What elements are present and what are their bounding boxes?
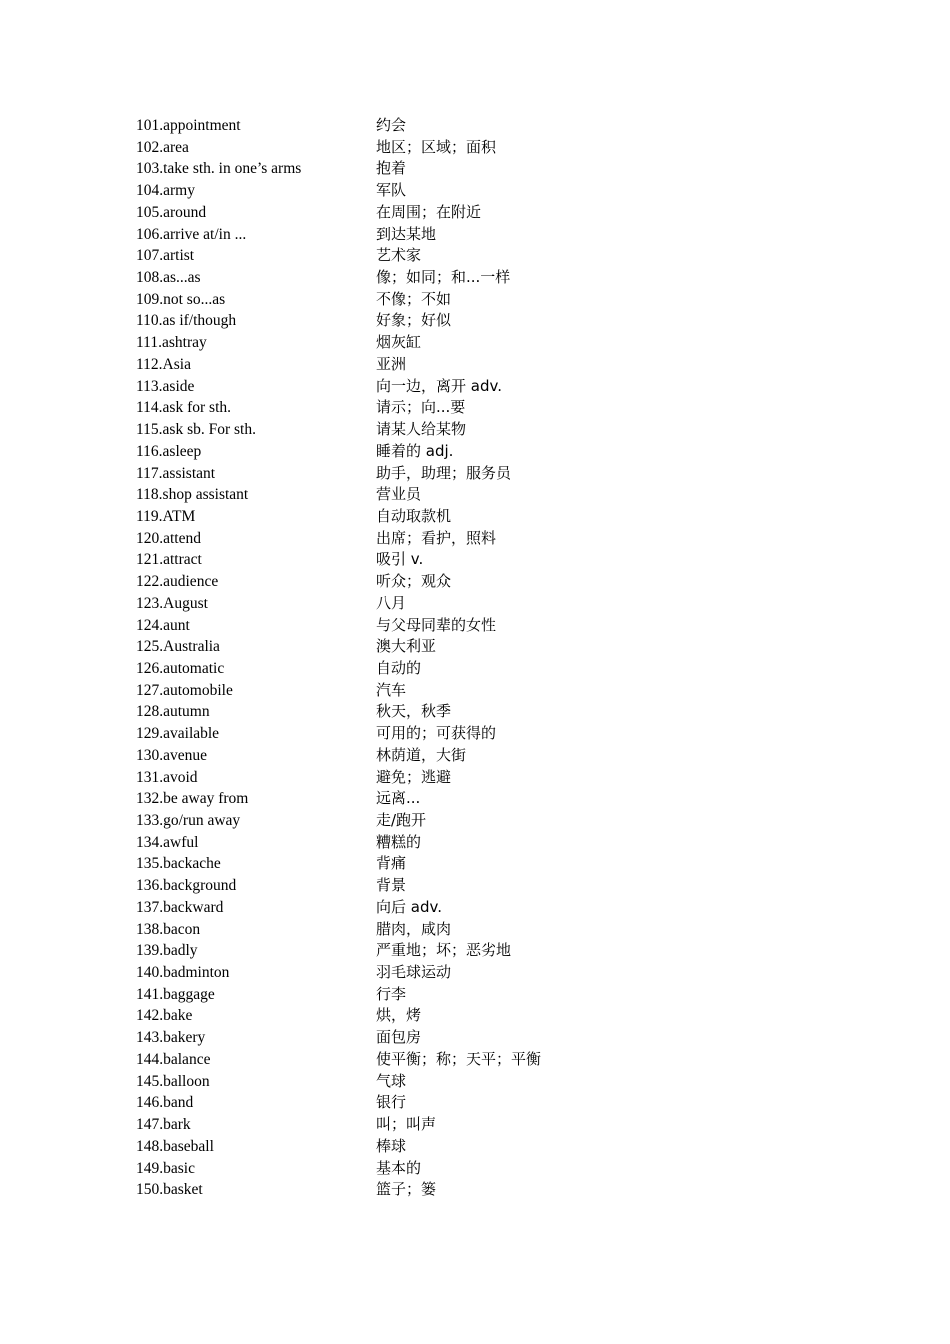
vocab-entry <box>136 897 836 919</box>
vocab-meaning: 向一边，离开 adv. <box>376 376 502 395</box>
vocab-term: 105.around <box>136 203 207 221</box>
vocab-meaning: 像；如同；和...一样 <box>376 268 511 287</box>
vocab-entry <box>136 767 836 789</box>
vocab-term: 134.awful <box>136 833 199 851</box>
vocab-entry <box>136 875 836 897</box>
vocab-term: 107.artist <box>136 247 195 265</box>
vocab-meaning: 军队 <box>376 181 407 200</box>
vocab-meaning: 听众；观众 <box>376 572 452 591</box>
vocab-term: 131.avoid <box>136 768 198 786</box>
vocab-entry <box>136 397 836 419</box>
vocab-term: 123.August <box>136 594 208 612</box>
vocab-entry <box>136 723 836 745</box>
vocab-meaning: 烟灰缸 <box>376 333 422 352</box>
vocab-meaning: 自动的 <box>376 658 422 677</box>
vocab-term: 128.autumn <box>136 703 210 721</box>
vocab-meaning: 请示；向...要 <box>376 398 466 417</box>
vocab-term: 140.badminton <box>136 964 230 982</box>
vocab-entry <box>136 115 836 137</box>
vocab-meaning: 避免；逃避 <box>376 767 452 786</box>
vocab-term: 136.background <box>136 877 237 895</box>
vocab-meaning: 气球 <box>376 1071 407 1090</box>
vocab-entry <box>136 484 836 506</box>
vocabulary-list <box>136 115 836 1201</box>
vocab-entry <box>136 1005 836 1027</box>
vocab-meaning: 睡着的 adj. <box>376 441 454 460</box>
vocab-entry <box>136 571 836 593</box>
vocab-term: 141.baggage <box>136 985 215 1003</box>
vocab-entry <box>136 593 836 615</box>
vocab-term: 102.area <box>136 138 189 156</box>
vocab-meaning: 约会 <box>376 116 407 134</box>
vocab-meaning: 出席；看护，照料 <box>376 528 497 547</box>
vocab-entry <box>136 984 836 1006</box>
vocab-entry <box>136 658 836 680</box>
vocab-meaning: 自动取款机 <box>376 506 452 525</box>
vocab-meaning: 到达某地 <box>376 224 437 243</box>
vocab-meaning: 远离... <box>376 789 421 808</box>
vocab-entry <box>136 267 836 289</box>
vocab-term: 144.balance <box>136 1050 211 1068</box>
vocab-term: 111.ashtray <box>136 334 207 352</box>
vocab-meaning: 林荫道，大街 <box>376 745 467 764</box>
vocab-term: 127.automobile <box>136 681 233 699</box>
vocab-term: 108.as...as <box>136 269 201 287</box>
vocab-entry <box>136 810 836 832</box>
vocab-term: 117.assistant <box>136 464 216 482</box>
vocab-meaning: 严重地；坏；恶劣地 <box>376 941 512 960</box>
vocab-term: 114.ask for sth. <box>136 399 231 417</box>
vocab-term: 121.attract <box>136 551 202 569</box>
vocab-entry <box>136 680 836 702</box>
vocab-meaning: 营业员 <box>376 485 422 504</box>
vocab-term: 116.asleep <box>136 442 202 460</box>
vocab-entry <box>136 376 836 398</box>
vocab-meaning: 走/跑开 <box>376 811 427 829</box>
vocab-meaning: 面包房 <box>376 1028 422 1047</box>
vocab-term: 110.as if/though <box>136 312 237 330</box>
vocab-meaning: 吸引 v. <box>376 550 424 569</box>
vocab-entry <box>136 158 836 180</box>
vocab-entry <box>136 1114 836 1136</box>
vocab-meaning: 艺术家 <box>376 246 422 265</box>
vocab-meaning: 可用的；可获得的 <box>376 724 497 743</box>
vocab-meaning: 八月 <box>376 593 407 612</box>
vocab-meaning: 糟糕的 <box>376 832 422 851</box>
vocab-entry <box>136 788 836 810</box>
vocab-entry <box>136 745 836 767</box>
vocab-term: 139.badly <box>136 942 198 960</box>
vocab-entry <box>136 332 836 354</box>
vocab-entry <box>136 832 836 854</box>
vocab-meaning: 请某人给某物 <box>376 420 467 439</box>
vocab-entry <box>136 245 836 267</box>
vocab-meaning: 基本的 <box>376 1158 422 1177</box>
vocab-meaning: 澳大利亚 <box>376 637 437 656</box>
vocab-term: 106.arrive at/in ... <box>136 225 247 243</box>
vocab-meaning: 汽车 <box>376 680 407 699</box>
vocab-meaning: 使平衡；称；天平；平衡 <box>376 1049 542 1068</box>
vocab-term: 148.baseball <box>136 1137 214 1155</box>
vocab-term: 119.ATM <box>136 507 196 525</box>
vocab-term: 129.available <box>136 725 220 743</box>
vocab-entry <box>136 1179 836 1201</box>
vocab-term: 132.be away from <box>136 790 249 808</box>
vocab-meaning: 叫；叫声 <box>376 1115 437 1134</box>
vocab-meaning: 在周围；在附近 <box>376 202 482 221</box>
vocab-term: 126.automatic <box>136 659 225 677</box>
vocab-entry <box>136 701 836 723</box>
vocab-meaning: 秋天，秋季 <box>376 702 452 721</box>
vocab-term: 147.bark <box>136 1116 191 1134</box>
vocab-term: 101.appointment <box>136 117 241 134</box>
vocab-entry <box>136 354 836 376</box>
vocab-entry <box>136 1092 836 1114</box>
vocab-entry <box>136 289 836 311</box>
vocab-entry <box>136 419 836 441</box>
vocab-entry <box>136 549 836 571</box>
vocab-meaning: 棒球 <box>376 1136 407 1155</box>
vocab-meaning: 烘，烤 <box>376 1006 422 1025</box>
vocab-term: 137.backward <box>136 898 224 916</box>
vocab-term: 103.take sth. in one’s arms <box>136 160 302 178</box>
vocab-term: 135.backache <box>136 855 221 873</box>
vocab-entry <box>136 940 836 962</box>
vocab-entry <box>136 1049 836 1071</box>
vocab-term: 150.basket <box>136 1181 203 1199</box>
vocab-term: 104.army <box>136 182 195 200</box>
vocab-term: 138.bacon <box>136 920 201 938</box>
vocab-term: 149.basic <box>136 1159 195 1177</box>
vocab-term: 146.band <box>136 1094 194 1112</box>
vocab-term: 115.ask sb. For sth. <box>136 421 256 439</box>
vocab-entry <box>136 463 836 485</box>
vocab-entry <box>136 853 836 875</box>
vocab-meaning: 行李 <box>376 984 407 1003</box>
vocab-term: 133.go/run away <box>136 812 241 829</box>
vocab-meaning: 背景 <box>376 876 407 895</box>
vocab-term: 122.audience <box>136 573 219 591</box>
vocab-entry <box>136 441 836 463</box>
vocab-entry <box>136 1158 836 1180</box>
vocab-term: 124.aunt <box>136 616 190 634</box>
vocab-term: 109.not so...as <box>136 290 226 308</box>
vocab-meaning: 好象；好似 <box>376 311 452 330</box>
vocab-meaning: 亚洲 <box>376 354 407 373</box>
vocab-term: 125.Australia <box>136 638 220 656</box>
vocab-meaning: 抱着 <box>376 159 407 178</box>
vocab-entry <box>136 919 836 941</box>
vocab-meaning: 背痛 <box>376 854 407 873</box>
vocab-meaning: 篮子；篓 <box>376 1180 437 1199</box>
vocab-entry <box>136 137 836 159</box>
vocab-entry <box>136 310 836 332</box>
vocab-entry <box>136 180 836 202</box>
vocab-entry <box>136 202 836 224</box>
vocab-term: 113.aside <box>136 377 195 395</box>
vocab-entry <box>136 224 836 246</box>
vocab-term: 112.Asia <box>136 355 191 373</box>
vocab-term: 120.attend <box>136 529 201 547</box>
vocab-term: 130.avenue <box>136 746 208 764</box>
vocab-meaning: 助手，助理；服务员 <box>376 463 512 482</box>
vocab-meaning: 羽毛球运动 <box>376 963 452 982</box>
vocab-meaning: 银行 <box>376 1093 407 1112</box>
vocab-meaning: 与父母同辈的女性 <box>376 615 497 634</box>
vocab-meaning: 向后 adv. <box>376 897 442 916</box>
vocab-entry <box>136 962 836 984</box>
vocab-entry <box>136 615 836 637</box>
vocab-entry <box>136 1027 836 1049</box>
vocab-entry <box>136 1071 836 1093</box>
vocab-entry <box>136 528 836 550</box>
vocab-meaning: 不像；不如 <box>376 289 452 308</box>
vocab-term: 143.bakery <box>136 1029 206 1047</box>
vocab-meaning: 腊肉，咸肉 <box>376 919 452 938</box>
vocab-term: 118.shop assistant <box>136 486 249 504</box>
vocab-entry <box>136 636 836 658</box>
vocab-meaning: 地区；区域；面积 <box>376 137 497 156</box>
vocab-entry <box>136 506 836 528</box>
vocab-entry <box>136 1136 836 1158</box>
vocab-term: 142.bake <box>136 1007 193 1025</box>
vocab-term: 145.balloon <box>136 1072 210 1090</box>
